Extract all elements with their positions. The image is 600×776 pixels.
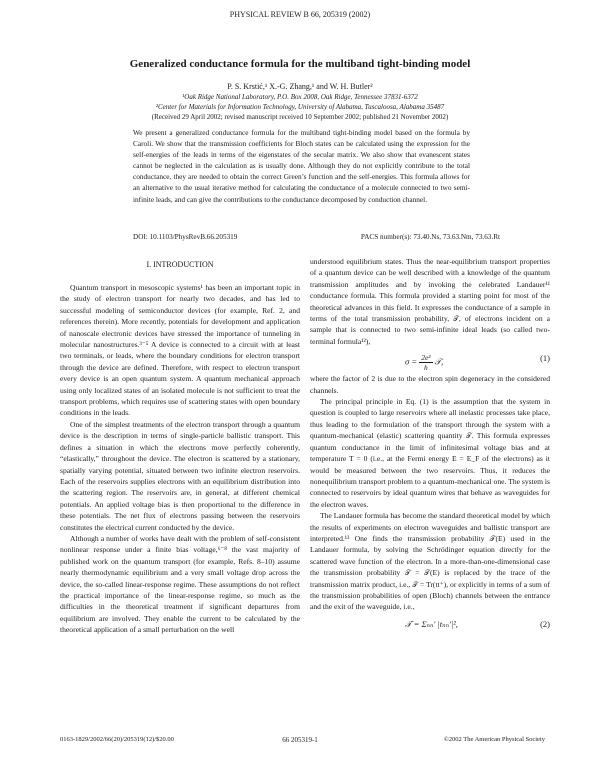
equation-2 xyxy=(310,613,550,639)
affiliation-1: ¹Oak Ridge National Laboratory, P.O. Box 2008, Oak Ridge, Tennessee 37831-6372 xyxy=(182,93,418,101)
paragraph: Quantum transport in mesoscopic systems¹ has been an important topic in the study of electron transport for nearly two decades, and has led to successful modeling of semiconductor devices (for example, Ref. 2, and references therein). More recently, potentials for development and application of nanoscale electronic devices have stressed the importance of tunneling in molecular nanostructures.³⁻⁵ A device is connected to a circuit with at least two terminals, or leads, where the boundary conditions for electron transport through the device are defined. Therefore, with respect to electron transport every device is an open quantum system. A quantum mechanical approach using only localized states of an isolated molecule is not sufficient to treat the transport problems, which requires use of scattering states with open boundary conditions in the leads. xyxy=(60,283,300,418)
footer-issn: 0163-1829/2002/66(20)/205319(12)/$20.00 xyxy=(60,736,174,743)
affiliation-2: ²Center for Materials for Information Technology, University of Alabama, Tuscaloosa, Alabama 35487 xyxy=(155,103,445,111)
journal-header: PHYSICAL REVIEW B 66, 205319 (2002) xyxy=(229,10,371,19)
paragraph: where the factor of 2 is due to the electron spin degeneracy in the considered channels. xyxy=(310,374,550,395)
doi-link[interactable]: DOI: 10.1103/PhysRevB.66.205319 xyxy=(133,233,238,241)
paragraph: The principal principle in Eq. (1) is the assumption that the system in question is coupled to large reservoirs where all inelastic processes take place, thus leading to the formulation of the transport through the system with a quantum-mechanical (elastic) scattering quantity 𝒯. This formula expresses quantum conductance in the limit of infinitesimal voltage bias and at temperature T = 0 (i.e., at the Fermi energy E = E_F of the electrons) as it would be measured between the two reservoirs. Thus, it reduces the nonequilibrium transport problem to a quantum-mechanical one. The system is connected to reservoirs by ideal quantum wires that behave as waveguides for the electron waves. xyxy=(310,397,550,509)
equation-number: (2) xyxy=(540,618,550,629)
section-heading: I. INTRODUCTION xyxy=(146,260,214,269)
equation-number: (1) xyxy=(540,353,550,364)
author-list: P. S. Krstić,¹ X.-G. Zhang,¹ and W. H. Butler² xyxy=(227,82,373,91)
received-dates: (Received 29 April 2002; revised manuscript received 10 September 2002; published 21 November 2002) xyxy=(151,113,449,121)
eq1-numerator: 2e² xyxy=(421,353,431,363)
paragraph: understood equilibrium states. Thus the near-equilibrium transport properties of a quantum device can be well described with a knowledge of the quantum transmission amplitudes and by invoking the celebrated Landauer¹¹ conductance formula. This formula provided a starting point for most of the theoretical advances in this field. It expresses the conductance of a sample in terms of the total transmission probability, 𝒯, of electrons incident on a sample that is connected to two semi-infinite ideal leads (so called two-terminal formula¹²), xyxy=(310,257,550,346)
equation-1 xyxy=(310,347,550,373)
pacs-numbers: PACS number(s): 73.40.Ns, 73.63.Nm, 73.63.Rt xyxy=(360,233,500,241)
eq1-lhs: σ = xyxy=(405,356,418,367)
paper-title: Generalized conductance formula for the multiband tight-binding model xyxy=(129,58,471,70)
eq1-denominator: h xyxy=(423,363,428,373)
page-number: 66 205319-1 xyxy=(282,736,318,744)
eq1-fraction xyxy=(419,353,432,372)
copyright: ©2002 The American Physical Society xyxy=(443,736,545,743)
paragraph: Although a number of works have dealt with the problem of self-consistent nonlinear response under a finite bias voltage,⁶⁻⁸ the vast majority of published work on the quantum transport (for example, Refs. 8–10) assume nearly thermodynamic equilibrium and a very small voltage drop across the device, the so-called linear-response regime. These assumptions do not reflect the practical importance of the linear-response regime, so much as the difficulties in the theoretical treatment if significant departures from equilibrium are involved. They enable the current to be calculated by the theoretical application of a small perturbation on the well xyxy=(60,533,300,635)
right-column xyxy=(310,256,550,639)
paragraph: One of the simplest treatments of the electron transport through a quantum device is the description in terms of single-particle ballistic transport. This defines a situation in which the electrons move perfectly coherently, “elastically,” throughout the device. The electron is scattered by a stationary, spatially varying potential, situated between two infinite electron reservoirs. Each of the reservoirs supplies electrons with an equilibrium distribution into the scattering region. The reservoirs are, in general, at different chemical potentials. An applied voltage bias is then proportional to the difference in these potentials. The net flux of electrons passing between the reservoirs constitutes the electrical current conducted by the device. xyxy=(60,419,300,532)
eq1-rhs: 𝒯, xyxy=(434,356,444,367)
eq2-expression: 𝒯 = Σₙₙ′ |tₙₙ′|², xyxy=(405,618,458,629)
left-column xyxy=(60,282,300,636)
abstract: We present a generalized conductance formula for the multiband tight-binding model based on the formula by Caroli. We show that the transmission coefficients for Bloch states can be calculated using the expression for the self-energies of the leads in terms of the eigenstates of the secular matrix. We also show that evanescent states cannot be neglected in the calculation as is usually done. Although they do not explicitly contribute to the total conductance, they are needed to obtain the correct Green’s function and the self-energies. This formula allows for an alternative to the usual iterative method for calculating the conductance of a molecule connected to two semi-infinite leads, and can give the contributions to the conductance decomposed by conduction channel. xyxy=(133,128,470,204)
paragraph: The Landauer formula has become the standard theoretical model by which the results of experiments on electron waveguides and ballistic transport are interpreted.¹³ One finds the transmission probability 𝒯(E) used in the Landauer formula, by solving the Schrödinger equation directly for the scattered wave function of the electron. In a more-than-one-dimensional case the transmission probability 𝒯 = 𝒯(E) is replaced by the trace of the transmission matrix product, i.e., 𝒯 = Tr(tt⁺), or explicitly in terms of a sum of the transmission probabilities of open (Bloch) channels between the entrance and the exit of the waveguide, i.e., xyxy=(310,511,550,612)
